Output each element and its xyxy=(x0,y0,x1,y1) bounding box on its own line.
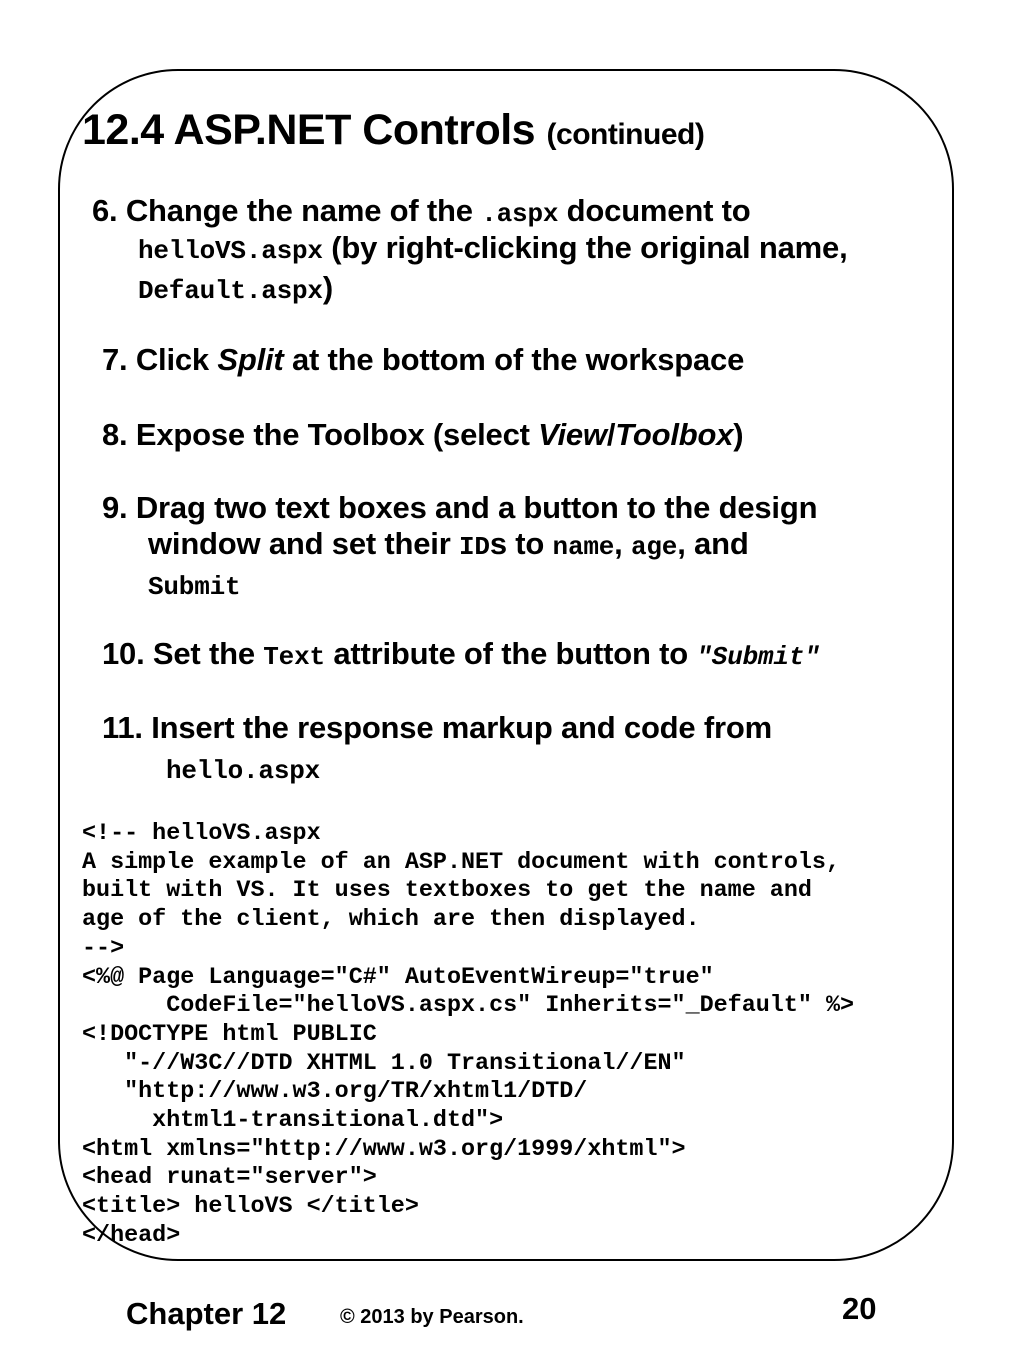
step-9-text-b: window and set their xyxy=(148,526,459,561)
step-9-code-submit: Submit xyxy=(148,572,241,602)
step-9-code-age: age xyxy=(631,532,678,562)
step-9-line-3 xyxy=(148,566,240,602)
step-11-line-1 xyxy=(102,710,772,746)
footer-chapter: Chapter 12 xyxy=(126,1296,287,1331)
step-10-code-text: Text xyxy=(263,642,325,672)
step-6-text-a: 6. Change the name of the xyxy=(92,193,482,228)
step-6-text-g: ) xyxy=(322,270,333,305)
step-10-code-submit: "Submit" xyxy=(696,642,820,672)
step-11-line-2 xyxy=(166,750,320,786)
page-number: 20 xyxy=(842,1291,877,1326)
step-8-toolbox: Toolbox xyxy=(615,417,734,452)
step-8 xyxy=(102,417,743,453)
step-9-text-h: , and xyxy=(677,526,749,561)
step-7-text-a: 7. Click xyxy=(102,342,218,377)
step-9-text-d: s to xyxy=(489,526,553,561)
step-6-line-2 xyxy=(138,230,847,266)
step-10 xyxy=(102,636,820,672)
footer-copyright: © 2013 by Pearson. xyxy=(340,1306,524,1328)
step-6-text-c: document to xyxy=(558,193,751,228)
step-9-line-1 xyxy=(102,490,817,526)
step-9-line-2 xyxy=(148,526,749,562)
step-7-text-c: at the bottom of the workspace xyxy=(283,342,745,377)
step-7 xyxy=(102,342,744,378)
step-9-text-a: 9. Drag two text boxes and a button to the design xyxy=(102,490,818,525)
code-listing: <!-- helloVS.aspx A simple example of an ASP.NET document with controls, built with VS. It uses textboxes to get the name and age of the client, which are then displayed. --> <%@ Page Language="C#" AutoEventWireup="true" CodeFile="helloVS.aspx.cs" Inherits="_Default" %> <!DOCTYPE html PUBLIC "-//W3C//DTD XHTML 1.0 Transitional//EN" "http://www.w3.org/TR/xhtml1/DTD/ xhtml1-transitional.dtd"> <html xmlns="http://www.w3.org/1999/xhtml"> <head runat="server"> <title> helloVS </title> </head> xyxy=(82,821,855,1249)
step-6-text-e: (by right-clicking the original name, xyxy=(322,230,848,265)
step-7-split: Split xyxy=(217,342,284,377)
step-10-text-c: attribute of the button to xyxy=(324,636,697,671)
step-11-text-a: 11. Insert the response markup and code from xyxy=(102,710,772,745)
step-6-line-3 xyxy=(138,270,333,306)
step-6-code-default: Default.aspx xyxy=(138,276,323,306)
step-8-view: View xyxy=(538,417,607,452)
step-8-text-e: ) xyxy=(733,417,744,452)
slide-title xyxy=(82,106,704,155)
step-9-code-name: name xyxy=(552,532,615,562)
step-6-line-1 xyxy=(92,193,750,229)
step-6-code-aspx: .aspx xyxy=(481,199,559,229)
step-8-slash: / xyxy=(606,417,616,452)
title-suffix: (continued) xyxy=(546,118,705,151)
title-main: 12.4 ASP.NET Controls xyxy=(82,106,536,154)
step-6-code-hellovs: helloVS.aspx xyxy=(138,236,323,266)
step-9-code-id: ID xyxy=(459,532,490,562)
step-11-code-hello: hello.aspx xyxy=(166,756,321,786)
step-9-text-f: , xyxy=(614,526,631,561)
step-8-text-a: 8. Expose the Toolbox (select xyxy=(102,417,539,452)
step-10-text-a: 10. Set the xyxy=(102,636,264,671)
